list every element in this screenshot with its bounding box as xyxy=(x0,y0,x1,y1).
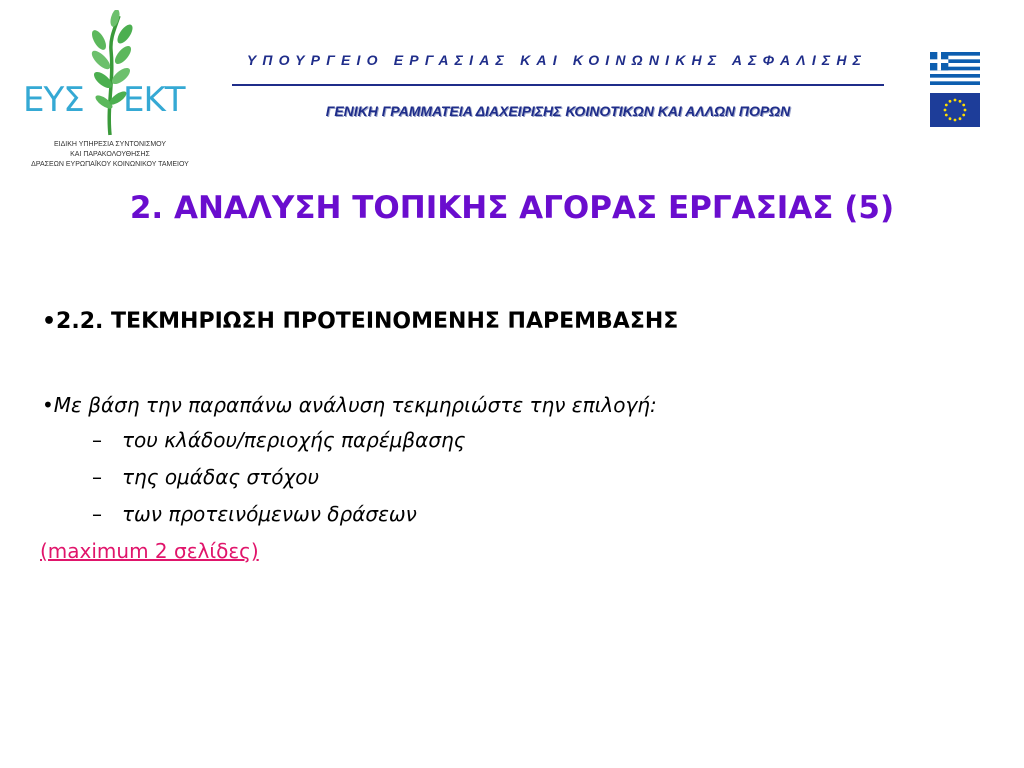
page-limit-link[interactable]: (maximum 2 σελίδες) xyxy=(40,539,259,563)
instruction-bullet: •Με βάση την παραπάνω ανάλυση τεκμηριώστε την επιλογή: xyxy=(42,393,657,417)
logo-caption-line: ΚΑΙ ΠΑΡΑΚΟΛΟΥΘΗΣΗΣ xyxy=(70,151,150,158)
list-item xyxy=(92,465,319,489)
eu-flag-icon xyxy=(930,93,980,127)
list-item xyxy=(92,502,417,526)
logo-caption-line: ΔΡΑΣΕΩΝ ΕΥΡΩΠΑΪΚΟΥ ΚΟΙΝΩΝΙΚΟΥ ΤΑΜΕΙΟΥ xyxy=(31,161,189,168)
dash-marker: – xyxy=(92,502,102,526)
ministry-heading: ΥΠΟΥΡΓΕΙΟ ΕΡΓΑΣΙΑΣ ΚΑΙ ΚΟΙΝΩΝΙΚΗΣ ΑΣΦΑΛΙΣΗΣ xyxy=(246,52,868,68)
list-item xyxy=(92,428,465,452)
header-divider xyxy=(232,84,884,86)
list-item-text: της ομάδας στόχου xyxy=(122,465,320,489)
dash-marker: – xyxy=(92,428,102,452)
logo-left-text: ΕΥΣ xyxy=(23,80,84,120)
list-item-text: του κλάδου/περιοχής παρέμβασης xyxy=(122,428,466,452)
dash-marker: – xyxy=(92,465,102,489)
logo-caption-line: ΕΙΔΙΚΗ ΥΠΗΡΕΣΙΑ ΣΥΝΤΟΝΙΣΜΟΥ xyxy=(53,141,167,148)
list-item-text: των προτεινόμενων δράσεων xyxy=(122,502,417,526)
secretariat-heading: ΓΕΝΙΚΗ ΓΡΑΜΜΑΤΕΙΑ ΔΙΑΧΕΙΡΙΣΗΣ ΚΟΙΝΟΤΙΚΩΝ ΚΑΙ ΑΛΛΩΝ ΠΟΡΩΝ xyxy=(325,103,791,119)
slide-title: 2. ΑΝΑΛΥΣΗ ΤΟΠΙΚΗΣ ΑΓΟΡΑΣ ΕΡΓΑΣΙΑΣ (5) xyxy=(129,190,895,226)
esf-logo xyxy=(15,10,205,180)
olive-branch-icon xyxy=(15,10,205,140)
logo-caption xyxy=(15,140,205,170)
section-heading: •2.2. ΤΕΚΜΗΡΙΩΣΗ ΠΡΟΤΕΙΝΟΜΕΝΗΣ ΠΑΡΕΜΒΑΣΗΣ xyxy=(42,309,679,334)
greek-flag-icon xyxy=(930,52,980,85)
logo-right-text: ΕΚΤ xyxy=(123,80,185,120)
